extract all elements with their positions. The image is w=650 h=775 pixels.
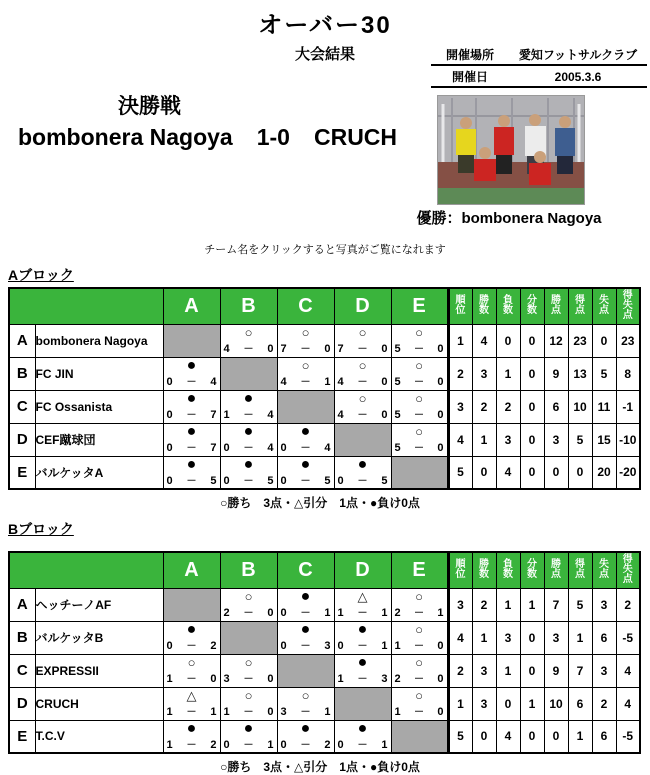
team-name-link[interactable]: EXPRESSII bbox=[35, 654, 163, 687]
match-score: 0 － 4 bbox=[280, 441, 331, 454]
final-away-team: CRUCH bbox=[313, 124, 398, 150]
stat-cell: 12 bbox=[544, 324, 568, 357]
stat-cell: 2 bbox=[592, 687, 616, 720]
final-score: 1-0 bbox=[256, 124, 290, 150]
match-cell bbox=[334, 357, 391, 390]
column-header-stat: 勝 点 bbox=[544, 552, 568, 588]
match-score: 7 － 0 bbox=[280, 342, 331, 355]
stat-cell: 3 bbox=[472, 687, 496, 720]
stat-cell: 23 bbox=[616, 324, 640, 357]
stat-cell: 5 bbox=[592, 357, 616, 390]
team-name-link[interactable]: bombonera Nagoya bbox=[35, 324, 163, 357]
stat-cell: -5 bbox=[616, 621, 640, 654]
match-cell bbox=[277, 621, 334, 654]
stat-cell: 1 bbox=[472, 423, 496, 456]
stat-cell: 2 bbox=[616, 588, 640, 621]
match-cell bbox=[391, 324, 448, 357]
match-cell bbox=[163, 390, 220, 423]
date-label: 開催日 bbox=[431, 65, 509, 87]
team-photo-illustration bbox=[438, 96, 584, 204]
column-header-stat: 負 数 bbox=[496, 552, 520, 588]
match-score: 0 － 1 bbox=[280, 606, 331, 619]
stat-cell: 4 bbox=[472, 324, 496, 357]
match-cell bbox=[391, 588, 448, 621]
match-cell bbox=[391, 654, 448, 687]
match-cell bbox=[220, 324, 277, 357]
stat-cell: 7 bbox=[568, 654, 592, 687]
block-label-A: Aブロック bbox=[8, 267, 74, 283]
match-score: 1 － 1 bbox=[337, 606, 388, 619]
lose-icon: ● bbox=[243, 719, 254, 737]
stat-cell: 4 bbox=[448, 423, 472, 456]
column-header-E: E bbox=[391, 552, 448, 588]
column-header-stat: 負 数 bbox=[496, 288, 520, 324]
points-legend: ○勝ち 3点・△引分 1点・●負け0点 bbox=[220, 496, 420, 510]
match-score: 4 － 1 bbox=[280, 375, 331, 388]
lose-icon: ● bbox=[357, 653, 368, 671]
match-cell bbox=[277, 588, 334, 621]
champion-team-photo bbox=[437, 95, 585, 205]
match-cell bbox=[277, 456, 334, 489]
lose-icon: ● bbox=[186, 389, 197, 407]
match-cell bbox=[220, 654, 277, 687]
team-name-link[interactable]: CEF蹴球団 bbox=[35, 423, 163, 456]
lose-icon: ● bbox=[300, 422, 311, 440]
match-cell bbox=[220, 390, 277, 423]
stat-cell: 23 bbox=[568, 324, 592, 357]
diagonal-cell bbox=[277, 654, 334, 687]
match-score: 0 － 5 bbox=[280, 474, 331, 487]
lose-icon: ● bbox=[300, 455, 311, 473]
results-table-B bbox=[8, 551, 641, 754]
date-row bbox=[431, 65, 647, 87]
stat-cell: 9 bbox=[544, 654, 568, 687]
lose-icon: ● bbox=[300, 620, 311, 638]
column-header-stat: 勝 点 bbox=[544, 288, 568, 324]
column-header-stat: 得 点 bbox=[568, 552, 592, 588]
column-header-A: A bbox=[163, 552, 220, 588]
match-cell bbox=[391, 621, 448, 654]
column-header-B: B bbox=[220, 552, 277, 588]
venue-row bbox=[431, 44, 647, 65]
team-name-link[interactable]: バルケッタA bbox=[35, 456, 163, 489]
stat-cell: 0 bbox=[520, 621, 544, 654]
team-row bbox=[9, 654, 640, 687]
stat-cell: 20 bbox=[592, 456, 616, 489]
win-icon: ○ bbox=[244, 687, 253, 703]
match-score: 3 － 1 bbox=[280, 705, 331, 718]
photo-hint-note: チーム名をクリックすると写真がご覧になれます bbox=[204, 244, 446, 256]
stat-cell: 13 bbox=[568, 357, 592, 390]
stat-cell: 2 bbox=[448, 357, 472, 390]
team-name-link[interactable]: FC JIN bbox=[35, 357, 163, 390]
team-letter: A bbox=[9, 588, 35, 621]
draw-icon: △ bbox=[186, 687, 197, 703]
stat-cell: 0 bbox=[520, 390, 544, 423]
stat-cell: 1 bbox=[496, 357, 520, 390]
team-name-link[interactable]: T.C.V bbox=[35, 720, 163, 753]
match-cell bbox=[334, 324, 391, 357]
venue-value: 愛知フットサルクラブ bbox=[509, 44, 647, 65]
match-score: 2 － 1 bbox=[394, 606, 444, 619]
match-cell bbox=[334, 621, 391, 654]
win-icon: ○ bbox=[415, 390, 423, 406]
match-cell bbox=[277, 423, 334, 456]
match-cell bbox=[334, 588, 391, 621]
match-score: 0 － 2 bbox=[280, 738, 331, 751]
stat-cell: 1 bbox=[520, 588, 544, 621]
win-icon: ○ bbox=[415, 423, 423, 439]
stat-cell: 9 bbox=[544, 357, 568, 390]
match-score: 0 － 1 bbox=[337, 639, 388, 652]
team-row bbox=[9, 423, 640, 456]
match-score: 2 － 0 bbox=[223, 606, 274, 619]
match-score: 1 － 0 bbox=[394, 639, 444, 652]
team-name-link[interactable]: CRUCH bbox=[35, 687, 163, 720]
match-score: 1 － 0 bbox=[394, 705, 444, 718]
team-row bbox=[9, 588, 640, 621]
diagonal-cell bbox=[220, 357, 277, 390]
column-header-C: C bbox=[277, 288, 334, 324]
match-score: 1 － 4 bbox=[223, 408, 274, 421]
stat-cell: 4 bbox=[496, 456, 520, 489]
column-header-B: B bbox=[220, 288, 277, 324]
match-score: 1 － 1 bbox=[166, 705, 217, 718]
stat-cell: 7 bbox=[544, 588, 568, 621]
match-score: 0 － 7 bbox=[166, 408, 217, 421]
diagonal-cell bbox=[334, 687, 391, 720]
column-header-stat: 分 数 bbox=[520, 552, 544, 588]
win-icon: ○ bbox=[187, 654, 196, 670]
match-score: 0 － 5 bbox=[166, 474, 217, 487]
lose-icon: ● bbox=[357, 455, 368, 473]
team-row bbox=[9, 324, 640, 357]
stat-cell: 0 bbox=[496, 324, 520, 357]
stat-cell: 10 bbox=[544, 687, 568, 720]
match-score: 4 － 0 bbox=[223, 342, 274, 355]
lose-icon: ● bbox=[186, 422, 197, 440]
match-score: 3 － 0 bbox=[223, 672, 274, 685]
match-cell bbox=[334, 390, 391, 423]
stat-cell: 15 bbox=[592, 423, 616, 456]
venue-label: 開催場所 bbox=[431, 44, 509, 65]
match-cell bbox=[220, 456, 277, 489]
team-letter: B bbox=[9, 357, 35, 390]
match-cell bbox=[277, 720, 334, 753]
match-cell bbox=[163, 621, 220, 654]
win-icon: ○ bbox=[415, 621, 423, 637]
stat-cell: 4 bbox=[616, 654, 640, 687]
tournament-title: オーバー30 bbox=[258, 12, 392, 39]
stat-cell: 0 bbox=[472, 720, 496, 753]
team-letter: D bbox=[9, 687, 35, 720]
win-icon: ○ bbox=[415, 687, 423, 703]
final-heading: 決勝戦 bbox=[118, 95, 181, 118]
stat-cell: 0 bbox=[520, 357, 544, 390]
header-blank-cell bbox=[9, 552, 163, 588]
stat-cell: 1 bbox=[448, 324, 472, 357]
win-icon: ○ bbox=[301, 687, 310, 703]
match-cell bbox=[391, 357, 448, 390]
win-icon: ○ bbox=[244, 324, 253, 340]
win-icon: ○ bbox=[415, 324, 423, 340]
match-score: 0 － 1 bbox=[337, 738, 388, 751]
team-name-link[interactable]: FC Ossanista bbox=[35, 390, 163, 423]
stat-cell: 2 bbox=[448, 654, 472, 687]
stat-cell: 11 bbox=[592, 390, 616, 423]
stat-cell: 3 bbox=[592, 654, 616, 687]
win-icon: ○ bbox=[358, 357, 367, 373]
stat-cell: 6 bbox=[568, 687, 592, 720]
team-letter: B bbox=[9, 621, 35, 654]
stat-cell: 4 bbox=[616, 687, 640, 720]
header-blank-cell bbox=[9, 288, 163, 324]
win-icon: ○ bbox=[301, 357, 310, 373]
match-score: 0 － 3 bbox=[280, 639, 331, 652]
match-cell bbox=[163, 720, 220, 753]
team-row bbox=[9, 357, 640, 390]
match-score: 5 － 0 bbox=[394, 441, 444, 454]
match-score: 0 － 5 bbox=[223, 474, 274, 487]
team-row bbox=[9, 456, 640, 489]
match-score: 7 － 0 bbox=[337, 342, 388, 355]
stat-cell: 0 bbox=[568, 456, 592, 489]
match-cell bbox=[220, 687, 277, 720]
tournament-subtitle: 大会結果 bbox=[294, 46, 355, 63]
match-score: 4 － 0 bbox=[337, 375, 388, 388]
stat-cell: 8 bbox=[616, 357, 640, 390]
match-score: 2 － 0 bbox=[394, 672, 444, 685]
stat-cell: 3 bbox=[496, 423, 520, 456]
stat-cell: 5 bbox=[568, 423, 592, 456]
match-score: 0 － 5 bbox=[337, 474, 388, 487]
lose-icon: ● bbox=[186, 620, 197, 638]
stat-cell: 5 bbox=[448, 720, 472, 753]
lose-icon: ● bbox=[186, 719, 197, 737]
column-header-stat: 得 失 点 bbox=[616, 552, 640, 588]
column-header-E: E bbox=[391, 288, 448, 324]
diagonal-cell bbox=[163, 324, 220, 357]
stat-cell: -1 bbox=[616, 390, 640, 423]
match-score: 5 － 0 bbox=[394, 375, 444, 388]
stat-cell: 5 bbox=[568, 588, 592, 621]
match-score: 1 － 2 bbox=[166, 738, 217, 751]
match-score: 5 － 0 bbox=[394, 342, 444, 355]
stat-cell: 3 bbox=[592, 588, 616, 621]
match-score: 4 － 0 bbox=[337, 408, 388, 421]
team-letter: C bbox=[9, 654, 35, 687]
lose-icon: ● bbox=[357, 620, 368, 638]
match-score: 1 － 0 bbox=[223, 705, 274, 718]
stat-cell: 1 bbox=[496, 588, 520, 621]
event-info-table bbox=[431, 44, 647, 88]
match-cell bbox=[334, 456, 391, 489]
match-cell bbox=[391, 390, 448, 423]
final-home-team: bombonera Nagoya bbox=[18, 124, 233, 150]
match-cell bbox=[277, 357, 334, 390]
match-score: 0 － 4 bbox=[223, 441, 274, 454]
match-cell bbox=[220, 720, 277, 753]
lose-icon: ● bbox=[186, 455, 197, 473]
match-score: 0 － 1 bbox=[223, 738, 274, 751]
match-cell bbox=[277, 324, 334, 357]
team-row bbox=[9, 720, 640, 753]
team-name-link[interactable]: バルケッタB bbox=[35, 621, 163, 654]
lose-icon: ● bbox=[243, 389, 254, 407]
stat-cell: 2 bbox=[472, 390, 496, 423]
stat-cell: -5 bbox=[616, 720, 640, 753]
diagonal-cell bbox=[391, 456, 448, 489]
win-icon: ○ bbox=[358, 390, 367, 406]
champion-label: 優勝：bombonera Nagoya bbox=[416, 210, 602, 227]
stat-cell: 1 bbox=[520, 687, 544, 720]
stat-cell: 0 bbox=[520, 456, 544, 489]
stat-cell: 6 bbox=[592, 621, 616, 654]
match-cell bbox=[163, 357, 220, 390]
stat-cell: 0 bbox=[472, 456, 496, 489]
column-header-C: C bbox=[277, 552, 334, 588]
stat-cell: 1 bbox=[568, 621, 592, 654]
stat-cell: 1 bbox=[568, 720, 592, 753]
stat-cell: 4 bbox=[496, 720, 520, 753]
stat-cell: 0 bbox=[520, 654, 544, 687]
match-cell bbox=[163, 456, 220, 489]
match-cell bbox=[391, 687, 448, 720]
match-cell bbox=[220, 423, 277, 456]
win-icon: ○ bbox=[244, 654, 253, 670]
diagonal-cell bbox=[163, 588, 220, 621]
win-icon: ○ bbox=[415, 654, 423, 670]
lose-icon: ● bbox=[300, 719, 311, 737]
team-letter: C bbox=[9, 390, 35, 423]
match-score: 5 － 0 bbox=[394, 408, 444, 421]
match-score: 0 － 4 bbox=[166, 375, 217, 388]
stat-cell: 0 bbox=[520, 423, 544, 456]
match-score: 1 － 3 bbox=[337, 672, 388, 685]
column-header-stat: 順 位 bbox=[448, 288, 472, 324]
match-cell bbox=[334, 720, 391, 753]
stat-cell: 10 bbox=[568, 390, 592, 423]
column-header-stat: 失 点 bbox=[592, 552, 616, 588]
stat-cell: -20 bbox=[616, 456, 640, 489]
stat-cell: 1 bbox=[448, 687, 472, 720]
win-icon: ○ bbox=[244, 588, 253, 604]
results-table-A bbox=[8, 287, 641, 490]
draw-icon: △ bbox=[357, 588, 368, 604]
block-label-B: Bブロック bbox=[8, 521, 74, 537]
team-name-link[interactable]: ヘッチーノAF bbox=[35, 588, 163, 621]
stat-cell: 0 bbox=[496, 687, 520, 720]
team-letter: E bbox=[9, 720, 35, 753]
win-icon: ○ bbox=[415, 588, 423, 604]
diagonal-cell bbox=[220, 621, 277, 654]
stat-cell: 3 bbox=[544, 423, 568, 456]
stat-cell: 0 bbox=[520, 720, 544, 753]
column-header-stat: 得 点 bbox=[568, 288, 592, 324]
stat-cell: -10 bbox=[616, 423, 640, 456]
team-letter: D bbox=[9, 423, 35, 456]
match-cell bbox=[163, 687, 220, 720]
team-letter: E bbox=[9, 456, 35, 489]
match-cell bbox=[277, 687, 334, 720]
stat-cell: 6 bbox=[592, 720, 616, 753]
stat-cell: 3 bbox=[472, 654, 496, 687]
match-score: 0 － 2 bbox=[166, 639, 217, 652]
column-header-stat: 順 位 bbox=[448, 552, 472, 588]
column-header-D: D bbox=[334, 552, 391, 588]
stat-cell: 2 bbox=[496, 390, 520, 423]
match-cell bbox=[334, 654, 391, 687]
match-score: 1 － 0 bbox=[166, 672, 217, 685]
team-row bbox=[9, 390, 640, 423]
match-cell bbox=[391, 423, 448, 456]
lose-icon: ● bbox=[357, 719, 368, 737]
column-header-stat: 失 点 bbox=[592, 288, 616, 324]
lose-icon: ● bbox=[300, 587, 311, 605]
diagonal-cell bbox=[391, 720, 448, 753]
lose-icon: ● bbox=[186, 356, 197, 374]
stat-cell: 0 bbox=[544, 720, 568, 753]
match-score: 0 － 7 bbox=[166, 441, 217, 454]
lose-icon: ● bbox=[243, 455, 254, 473]
stat-cell: 2 bbox=[472, 588, 496, 621]
stat-cell: 3 bbox=[496, 621, 520, 654]
stat-cell: 4 bbox=[448, 621, 472, 654]
date-value: 2005.3.6 bbox=[509, 65, 647, 87]
diagonal-cell bbox=[334, 423, 391, 456]
team-letter: A bbox=[9, 324, 35, 357]
match-cell bbox=[163, 654, 220, 687]
win-icon: ○ bbox=[358, 324, 367, 340]
blocks-container bbox=[0, 265, 650, 775]
stat-cell: 3 bbox=[544, 621, 568, 654]
win-icon: ○ bbox=[415, 357, 423, 373]
lose-icon: ● bbox=[243, 422, 254, 440]
diagonal-cell bbox=[277, 390, 334, 423]
team-row bbox=[9, 687, 640, 720]
column-header-stat: 勝 数 bbox=[472, 552, 496, 588]
column-header-D: D bbox=[334, 288, 391, 324]
column-header-A: A bbox=[163, 288, 220, 324]
stat-cell: 5 bbox=[448, 456, 472, 489]
table-header-row bbox=[9, 552, 640, 588]
points-legend: ○勝ち 3点・△引分 1点・●負け0点 bbox=[220, 760, 420, 774]
table-header-row bbox=[9, 288, 640, 324]
match-cell bbox=[220, 588, 277, 621]
match-cell bbox=[163, 423, 220, 456]
team-row bbox=[9, 621, 640, 654]
column-header-stat: 勝 数 bbox=[472, 288, 496, 324]
stat-cell: 0 bbox=[520, 324, 544, 357]
win-icon: ○ bbox=[301, 324, 310, 340]
stat-cell: 0 bbox=[592, 324, 616, 357]
stat-cell: 3 bbox=[472, 357, 496, 390]
stat-cell: 3 bbox=[448, 390, 472, 423]
column-header-stat: 分 数 bbox=[520, 288, 544, 324]
stat-cell: 3 bbox=[448, 588, 472, 621]
stat-cell: 1 bbox=[472, 621, 496, 654]
stat-cell: 0 bbox=[544, 456, 568, 489]
stat-cell: 1 bbox=[496, 654, 520, 687]
stat-cell: 6 bbox=[544, 390, 568, 423]
column-header-stat: 得 失 点 bbox=[616, 288, 640, 324]
